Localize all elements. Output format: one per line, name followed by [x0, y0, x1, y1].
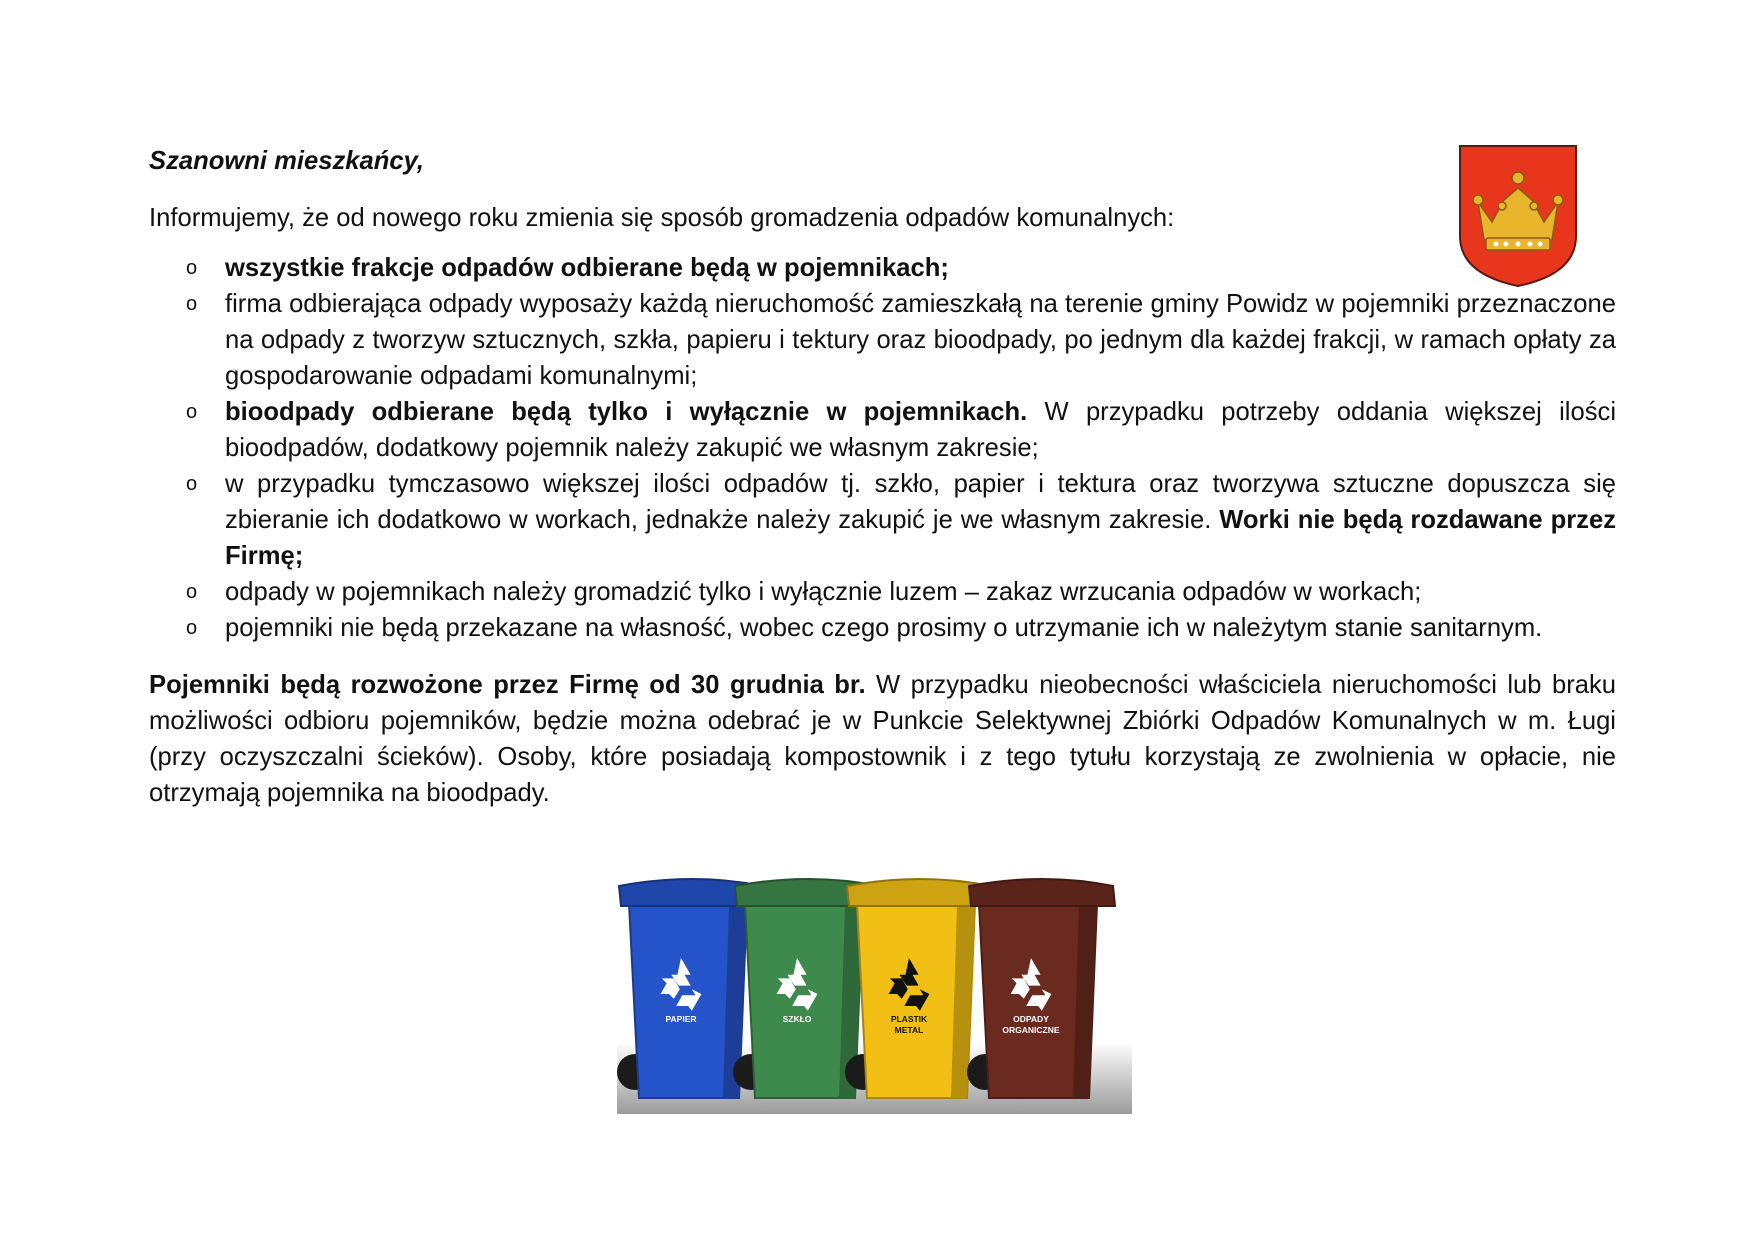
bullet-icon: o: [186, 473, 198, 495]
letter-body: [149, 143, 1616, 811]
rule-text: odpady w pojemnikach należy gromadzić tylko i wyłącznie luzem – zakaz wrzucania odpadów w workach;: [225, 578, 1422, 606]
rule-text: pojemniki nie będą przekazane na własność, wobec czego prosimy o utrzymanie ich w należytym stanie sanitarnym.: [225, 614, 1543, 642]
waste-bins-image: [617, 872, 1132, 1114]
greeting: Szanowni mieszkańcy,: [149, 147, 424, 175]
bullet-icon: o: [186, 293, 198, 315]
bin-label: PLASTIK: [890, 1014, 928, 1024]
bins-group: [617, 879, 1115, 1098]
rule-bold: bioodpady odbierane będą tylko i wyłącznie w pojemnikach.: [225, 398, 1028, 426]
list-item: [149, 286, 1616, 394]
rule-text: w przypadku tymczasowo większej ilości odpadów tj. szkło, papier i tektura oraz tworzywa sztuczne dopuszcza się zbieranie ich dodatkowo w workach, jednakże należy zakupić je we własnym zakresie.: [225, 470, 1616, 534]
bullet-icon: o: [186, 401, 198, 423]
bullet-icon: o: [186, 257, 198, 279]
closing-paragraph: [149, 667, 1616, 811]
list-item: [149, 466, 1616, 574]
rule-text: firma odbierająca odpady wyposaży każdą nieruchomość zamieszkałą na terenie gminy Powidz w pojemniki przeznaczone na odpady z tworzyw sztucznych, szkła, papieru i tektury oraz bioodpady, po jednym dla każdej frakcji, w ramach opłaty za gospodarowanie odpadami komunalnymi;: [225, 290, 1616, 390]
bin-label: ORGANICZNE: [1002, 1025, 1060, 1035]
intro-paragraph: Informujemy, że od nowego roku zmienia się sposób gromadzenia odpadów komunalnych:: [149, 204, 1175, 232]
rule-text: W przypadku potrzeby oddania większej ilości bioodpadów, dodatkowy pojemnik należy zakupić we własnym zakresie;: [225, 398, 1617, 462]
rule-bold: wszystkie frakcje odpadów odbierane będą w pojemnikach;: [225, 254, 949, 282]
closing-text: W przypadku nieobecności właściciela nieruchomości lub braku możliwości odbioru pojemników, będzie można odebrać je w Punkcie Selektywnej Zbiórki Odpadów Komunalnych w m. Ługi (przy oczyszczalni ścieków). Osoby, które posiadają kompostownik i z tego tytułu korzystają ze zwolnienia w opłacie, nie otrzymają pojemnika na bioodpady.: [149, 671, 1616, 807]
bin-label: SZKŁO: [782, 1014, 812, 1024]
bin-lid: [969, 879, 1115, 906]
bin-label: METAL: [894, 1025, 924, 1035]
rules-list: [149, 250, 1616, 646]
bullet-icon: o: [186, 617, 198, 639]
closing-bold: Pojemniki będą rozwożone przez Firmę od 30 grudnia br.: [149, 671, 866, 699]
bin-label: ODPADY: [1013, 1014, 1049, 1024]
list-item: [149, 610, 1616, 646]
rule-bold-end: Worki nie będą rozdawane przez Firmę;: [225, 506, 1616, 570]
list-item: [149, 574, 1616, 610]
bullet-icon: o: [186, 581, 198, 603]
bin-label: PAPIER: [665, 1014, 697, 1024]
list-item: [149, 394, 1616, 466]
list-item: [149, 250, 1616, 286]
